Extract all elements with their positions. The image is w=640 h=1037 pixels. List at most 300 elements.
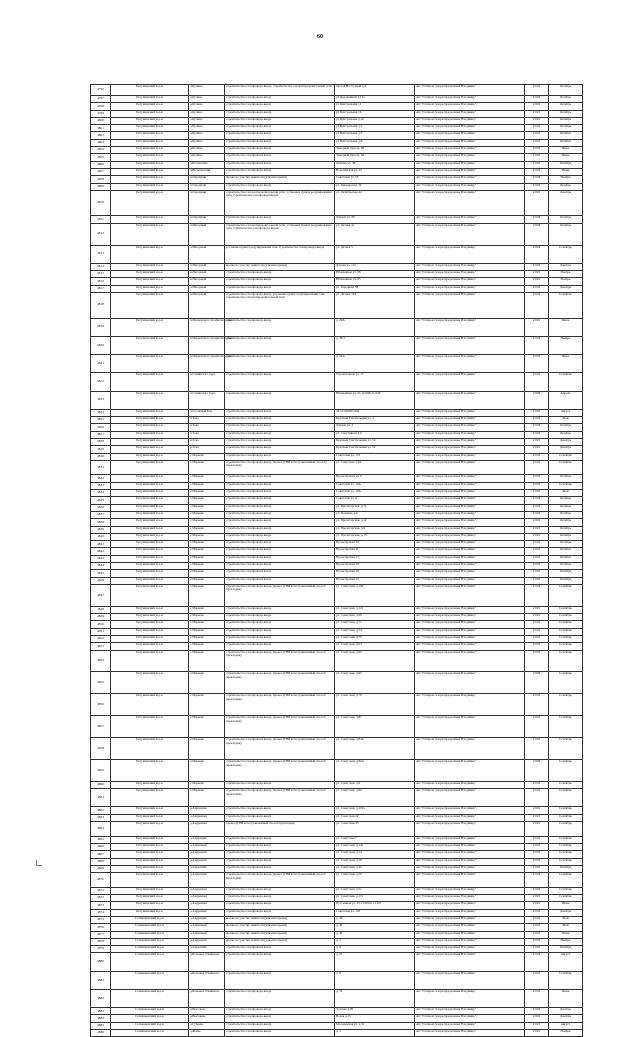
cell-work-type: строительство газопровода-ввода (225, 103, 335, 110)
cell-address: Пролетарская 20 (335, 570, 415, 577)
cell-work-type: строительство газопровода-ввода (225, 110, 335, 117)
table-row (91, 694, 583, 716)
cell-settlement: д.Андреевка (189, 865, 225, 872)
cell-row-number: 4856 (91, 694, 111, 716)
cell-month: Октябрь (549, 132, 583, 139)
cell-settlement: д.Андреевка (189, 822, 225, 837)
cell-year: 2 022 (525, 453, 549, 460)
cell-address: ул.Центральная 11 (335, 103, 415, 110)
cell-work-type: установка пункта редуцирования газа, строительство газопровода-ввода (225, 245, 335, 263)
cell-row-number: 4800 (91, 117, 111, 124)
cell-month: Ноябрь (549, 278, 583, 285)
cell-month: Октябрь (549, 511, 583, 518)
cell-address: ул. Советская, д.63 (335, 643, 415, 650)
cell-row-number: 4798 (91, 103, 111, 110)
cell-organization: АО "Газпром газораспределение Владимир" (415, 628, 525, 635)
cell-row-number: 4874 (91, 909, 111, 916)
cell-organization: АО "Газпром газораспределение Владимир" (415, 292, 525, 318)
cell-month: Сентябрь (549, 843, 583, 850)
cell-year: 2 022 (525, 1022, 549, 1029)
cell-month: Декабрь (549, 1015, 583, 1022)
cell-row-number: 4844 (91, 563, 111, 570)
cell-year: 2 024 (525, 263, 549, 270)
cell-municipality: Селивановский м.р-н (111, 953, 189, 971)
cell-month: Сентябрь (549, 621, 583, 628)
cell-address: Пролетарская ул. 9 (335, 475, 415, 482)
cell-row-number: 4885 (91, 1022, 111, 1029)
cell-row-number: 4841 (91, 541, 111, 548)
cell-work-type: строительство газопровода-ввода (225, 843, 335, 850)
cell-row-number: 4855 (91, 672, 111, 694)
cell-address: Пролетарская 11 (335, 548, 415, 555)
cell-settlement: д.Андреевка (189, 916, 225, 923)
cell-work-type: строительство газопровода-ввода (225, 570, 335, 577)
cell-month: Июнь (549, 168, 583, 175)
cell-year: 2 022 (525, 577, 549, 584)
cell-year: 2 022 (525, 526, 549, 533)
cell-organization: АО "Газпром газораспределение Владимир" (415, 285, 525, 292)
cell-municipality: Селивановский м.р-н (111, 989, 189, 1007)
cell-settlement: д.Андреевка (189, 814, 225, 821)
cell-year: 2 022 (525, 154, 549, 161)
cell-settlement: п.Тека (189, 438, 225, 445)
cell-work-type: строительство газопровода-ввода (225, 635, 335, 642)
cell-work-type: строительство газопровода-ввода (225, 606, 335, 613)
cell-settlement: п.Покровского профилактория (189, 355, 225, 373)
table-row (91, 953, 583, 971)
cell-settlement: д.Большое Ульянково (189, 953, 225, 971)
cell-address: д. 24А (335, 355, 415, 373)
cell-row-number: 4883 (91, 1008, 111, 1015)
cell-settlement: с.Марково (189, 760, 225, 782)
cell-municipality: Селивановский м.р-н (111, 931, 189, 938)
cell-address: Пустынная ул. 33:13:000111:1103 (335, 902, 415, 909)
cell-row-number: 4858 (91, 738, 111, 760)
cell-work-type: врезка на участке заявителя (уличная врезка) (225, 176, 335, 183)
table-row (91, 789, 583, 807)
cell-year: 2 022 (525, 822, 549, 837)
cell-address: ул. Советская, д.69 (335, 614, 415, 621)
cell-row-number: 4870 (91, 873, 111, 888)
cell-address: ул.Центральная 16 (335, 110, 415, 117)
cell-year: 2 022 (525, 139, 549, 146)
cell-municipality: Петушинский м.р-н (111, 355, 189, 373)
cell-organization: АО "Газпром газораспределение Владимир" (415, 672, 525, 694)
cell-organization: АО "Газпром газораспределение Владимир" (415, 887, 525, 894)
cell-address: Строительная ул. 17 (335, 373, 415, 391)
cell-settlement: с.Марково (189, 628, 225, 635)
cell-municipality: Селивановский м.р-н (111, 1030, 189, 1037)
cell-municipality: Петушинский м.р-н (111, 887, 189, 894)
cell-organization: АО "Газпром газораспределение Владимир" (415, 621, 525, 628)
cell-settlement: с.Марково (189, 482, 225, 489)
cell-row-number: 4820 (91, 336, 111, 354)
cell-municipality: Петушинский м.р-н (111, 110, 189, 117)
cell-row-number: 4875 (91, 916, 111, 923)
cell-organization: АО "Газпром газораспределение Владимир" (415, 85, 525, 96)
cell-work-type: строительство газопровода-ввода (225, 373, 335, 391)
cell-settlement: д.Губцево (189, 1022, 225, 1029)
cell-address: Новая д.25 (335, 1015, 415, 1022)
cell-row-number: 4826 (91, 424, 111, 431)
table-row (91, 822, 583, 837)
cell-address: Красный Текстильщик ул. 54 (335, 438, 415, 445)
cell-organization: АО "Газпром газораспределение Владимир" (415, 946, 525, 953)
cell-municipality: Петушинский м.р-н (111, 716, 189, 738)
cell-month: Июнь (549, 931, 583, 938)
cell-address: д. 36/1 (335, 336, 415, 354)
cell-municipality: Петушинский м.р-н (111, 139, 189, 146)
cell-row-number: 4847 (91, 584, 111, 606)
cell-organization: АО "Газпром газораспределение Владимир" (415, 271, 525, 278)
cell-settlement: с.Марково (189, 563, 225, 570)
cell-year: 2 022 (525, 836, 549, 843)
cell-month: Июнь (549, 355, 583, 373)
cell-work-type: строительство газопровода-ввода (225, 318, 335, 336)
cell-month: Октябрь (549, 139, 583, 146)
cell-municipality: Селивановский м.р-н (111, 1022, 189, 1029)
cell-work-type: строительство газопровода-ввода (225, 946, 335, 953)
cell-address: ул. Советская, д.92 (335, 789, 415, 807)
cell-organization: АО "Газпром газораспределение Владимир" (415, 548, 525, 555)
cell-year: 2 022 (525, 672, 549, 694)
cell-row-number: 4825 (91, 417, 111, 424)
cell-address: ул.Центральная д.1 (335, 125, 415, 132)
cell-work-type: строительство газопровода-ввода (225, 125, 335, 132)
cell-year: 2 022 (525, 103, 549, 110)
cell-work-type: строительство газопровода-ввода, прокол (ГНБ и бестраншейный способ прокладки) (225, 789, 335, 807)
cell-address: д. 1 (335, 1030, 415, 1037)
cell-settlement: с.Марково (189, 606, 225, 613)
cell-month: Сентябрь (549, 814, 583, 821)
cell-municipality: Петушинский м.р-н (111, 814, 189, 821)
cell-municipality: Петушинский м.р-н (111, 409, 189, 416)
cell-municipality: Петушинский м.р-н (111, 621, 189, 628)
cell-year: 2 022 (525, 628, 549, 635)
cell-settlement: с.Марково (189, 570, 225, 577)
cell-row-number: 4843 (91, 555, 111, 562)
cell-settlement: п.Нагорный (189, 263, 225, 270)
cell-month: Сентябрь (549, 672, 583, 694)
cell-organization: АО "Газпром газораспределение Владимир" (415, 519, 525, 526)
cell-work-type: строительство газопровода-ввода (225, 858, 335, 865)
cell-organization: АО "Газпром газораспределение Владимир" (415, 851, 525, 858)
cell-settlement: с.Марково (189, 541, 225, 548)
cell-work-type: строительство газопровода-ввода (225, 781, 335, 788)
cell-month: Сентябрь (549, 614, 583, 621)
cell-address: ул. Пролетарская, д.12 (335, 519, 415, 526)
cell-year: 2 022 (525, 541, 549, 548)
cell-municipality: Петушинский м.р-н (111, 424, 189, 431)
cell-organization: АО "Газпром газораспределение Владимир" (415, 373, 525, 391)
cell-month: Октябрь (549, 216, 583, 223)
cell-row-number: 4816 (91, 278, 111, 285)
cell-work-type: строительство газопровода-ввода (225, 621, 335, 628)
cell-month: Октябрь (549, 946, 583, 953)
cell-year: 2 024 (525, 223, 549, 245)
cell-month: Сентябрь (549, 858, 583, 865)
cell-row-number: 4808 (91, 176, 111, 183)
cell-year: 2 022 (525, 570, 549, 577)
cell-organization: АО "Газпром газораспределение Владимир" (415, 504, 525, 511)
cell-work-type: строительство газопровода-ввода (225, 1015, 335, 1022)
cell-month: Декабрь (549, 446, 583, 453)
cell-address: ул. Советская, д.73 (335, 628, 415, 635)
cell-settlement: д.Андреевка (189, 946, 225, 953)
cell-settlement: с.Марково (189, 548, 225, 555)
cell-month: Октябрь (549, 117, 583, 124)
cell-address: Красный Текстильщик ул. 2 (335, 417, 415, 424)
cell-work-type: строительство газопровода-ввода, установка пункта редуцирования газа, строительство газораспределительной сети (225, 292, 335, 318)
cell-row-number: 4817 (91, 285, 111, 292)
cell-month: Сентябрь (549, 453, 583, 460)
cell-month: Октябрь (549, 577, 583, 584)
cell-address: д. 40 (335, 924, 415, 931)
cell-municipality: Петушинский м.р-н (111, 511, 189, 518)
table-row (91, 176, 583, 183)
cell-organization: АО "Газпром газораспределение Владимир" (415, 125, 525, 132)
page-number: 60 (317, 34, 323, 40)
cell-work-type: строительство газопровода-ввода (225, 902, 335, 909)
cell-settlement: с.Марково (189, 460, 225, 475)
cell-year: 2 022 (525, 738, 549, 760)
table-row (91, 355, 583, 373)
cell-address: ул.Центральная д.9 (335, 139, 415, 146)
cell-work-type: строительство газопровода-ввода (225, 548, 335, 555)
cell-work-type: строительство газопровода-ввода (225, 511, 335, 518)
cell-address: д. 6 (335, 971, 415, 989)
cell-month: Октябрь (549, 85, 583, 96)
cell-settlement: д.Андреевка (189, 807, 225, 814)
cell-settlement: д.Андреевка (189, 836, 225, 843)
cell-address: Юбилейная ул. 23 13:668111:534 (335, 391, 415, 409)
cell-municipality: Петушинский м.р-н (111, 614, 189, 621)
cell-municipality: Петушинский м.р-н (111, 533, 189, 540)
cell-row-number: 4811 (91, 216, 111, 223)
cell-month: Октябрь (549, 110, 583, 117)
cell-settlement: с.Марково (189, 621, 225, 628)
cell-settlement: д.Андреевка (189, 924, 225, 931)
cell-organization: АО "Газпром газораспределение Владимир" (415, 1030, 525, 1037)
table-row (91, 373, 583, 391)
cell-address: ул. Советская, д.14е (335, 843, 415, 850)
cell-address: Пролетарская 17 (335, 555, 415, 562)
cell-year: 2 022 (525, 953, 549, 971)
cell-municipality: Петушинский м.р-н (111, 490, 189, 497)
cell-work-type: строительство газопровода-ввода, прокол (ГНБ и бестраншейный способ прокладки) (225, 584, 335, 606)
cell-organization: АО "Газпром газораспределение Владимир" (415, 931, 525, 938)
cell-settlement: п.Городищи (189, 190, 225, 216)
cell-organization: АО "Газпром газораспределение Владимир" (415, 643, 525, 650)
cell-work-type: строительство газопровода-ввода (225, 555, 335, 562)
cell-year: 2 022 (525, 490, 549, 497)
cell-row-number: 4869 (91, 865, 111, 872)
cell-month: Ноябрь (549, 938, 583, 945)
cell-organization: АО "Газпром газораспределение Владимир" (415, 533, 525, 540)
cell-municipality: Петушинский м.р-н (111, 902, 189, 909)
cell-settlement: д.Богдановка (189, 161, 225, 168)
cell-row-number: 4863 (91, 814, 111, 821)
cell-row-number: 4845 (91, 570, 111, 577)
cell-row-number: 4828 (91, 438, 111, 445)
cell-year: 2 022 (525, 621, 549, 628)
cell-address: д. 1 (335, 938, 415, 945)
cell-month: Сентябрь (549, 635, 583, 642)
table-row (91, 1030, 583, 1037)
cell-settlement: д.Кучино (189, 147, 225, 154)
cell-municipality: Петушинский м.р-н (111, 223, 189, 245)
cell-row-number: 4872 (91, 895, 111, 902)
cell-municipality: Петушинский м.р-н (111, 431, 189, 438)
cell-settlement: п.Городищи (189, 176, 225, 183)
cell-address: Западный проезд, 48 (335, 147, 415, 154)
table-row (91, 85, 583, 96)
cell-month: Июль (549, 989, 583, 1007)
cell-settlement: с.Марково (189, 511, 225, 518)
cell-row-number: 4822 (91, 373, 111, 391)
cell-row-number: 4859 (91, 760, 111, 782)
cell-work-type: строительство газопровода-ввода (225, 953, 335, 971)
table-row (91, 851, 583, 858)
cell-address: Советская ул. 10А (335, 490, 415, 497)
cell-year: 2 022 (525, 814, 549, 821)
cell-municipality: Петушинский м.р-н (111, 526, 189, 533)
cell-municipality: Петушинский м.р-н (111, 851, 189, 858)
cell-year: 2 022 (525, 1015, 549, 1022)
table-row (91, 873, 583, 888)
cell-year: 2 022 (525, 161, 549, 168)
cell-year: 2 022 (525, 278, 549, 285)
cell-year: 2 022 (525, 460, 549, 475)
cell-month: Сентябрь (549, 694, 583, 716)
cell-month: Декабрь (549, 1008, 583, 1015)
cell-municipality: Петушинский м.р-н (111, 117, 189, 124)
cell-row-number: 4860 (91, 781, 111, 788)
cell-organization: АО "Газпром газораспределение Владимир" (415, 716, 525, 738)
cell-year: 2 022 (525, 873, 549, 888)
cell-month: Ноябрь (549, 271, 583, 278)
cell-month: Октябрь (549, 526, 583, 533)
cell-row-number: 4821 (91, 355, 111, 373)
cell-organization: АО "Газпром газораспределение Владимир" (415, 650, 525, 672)
cell-municipality: Петушинский м.р-н (111, 132, 189, 139)
cell-municipality: Петушинский м.р-н (111, 895, 189, 902)
cell-organization: АО "Газпром газораспределение Владимир" (415, 738, 525, 760)
cell-settlement: п.Тека (189, 417, 225, 424)
cell-month: Сентябрь (549, 738, 583, 760)
cell-address: ул. Октябрьская 42 (335, 190, 415, 216)
cell-month: Июнь (549, 154, 583, 161)
cell-month: Июнь (549, 902, 583, 909)
cell-year: 2 022 (525, 147, 549, 154)
cell-organization: АО "Газпром газораспределение Владимир" (415, 147, 525, 154)
cell-year: 2 022 (525, 318, 549, 336)
cell-year: 2 022 (525, 895, 549, 902)
cell-address: Советская ул. 155 (335, 453, 415, 460)
cell-organization: АО "Газпром газораспределение Владимир" (415, 873, 525, 888)
cell-work-type: строительство газопровода-ввода (225, 865, 335, 872)
cell-municipality: Петушинский м.р-н (111, 446, 189, 453)
cell-municipality: Петушинский м.р-н (111, 417, 189, 424)
cell-organization: АО "Газпром газораспределение Владимир" (415, 938, 525, 945)
cell-month: Октябрь (549, 475, 583, 482)
cell-settlement: д.Кучино (189, 154, 225, 161)
cell-municipality: Петушинский м.р-н (111, 497, 189, 504)
cell-settlement: д.Андреевка (189, 931, 225, 938)
cell-municipality: Селивановский м.р-н (111, 1008, 189, 1015)
cell-month: Май (549, 924, 583, 931)
cell-row-number: 4879 (91, 946, 111, 953)
cell-month: Май (549, 417, 583, 424)
cell-municipality: Петушинский м.р-н (111, 161, 189, 168)
cell-organization: АО "Газпром газораспределение Владимир" (415, 555, 525, 562)
cell-work-type: строительство газопровода-ввода, прокол (ГНБ и бестраншейный способ прокладки) (225, 672, 335, 694)
cell-municipality: Петушинский м.р-н (111, 635, 189, 642)
cell-row-number: 4842 (91, 548, 111, 555)
cell-settlement: д.Кучино (189, 95, 225, 102)
cell-settlement: с.Марково (189, 504, 225, 511)
cell-organization: АО "Газпром газораспределение Владимир" (415, 482, 525, 489)
cell-year: 2 022 (525, 355, 549, 373)
table-row (91, 971, 583, 989)
cell-settlement: п.Нагорный (189, 285, 225, 292)
cell-work-type: строительство газопровода-ввода (225, 887, 335, 894)
cell-year: 2 022 (525, 924, 549, 931)
cell-year: 2 022 (525, 760, 549, 782)
cell-row-number: 4876 (91, 924, 111, 931)
cell-month: Сентябрь (549, 887, 583, 894)
cell-address: ул. Советская, д.92 (335, 650, 415, 672)
cell-month: Октябрь (549, 504, 583, 511)
table-row (91, 584, 583, 606)
cell-organization: АО "Газпром газораспределение Владимир" (415, 1015, 525, 1022)
cell-row-number: 4838 (91, 519, 111, 526)
cell-municipality: Петушинский м.р-н (111, 843, 189, 850)
table-row (91, 446, 583, 453)
cell-row-number: 4802 (91, 132, 111, 139)
cell-row-number: 4797 (91, 95, 111, 102)
cell-address: ул. Советская, д.86А (335, 760, 415, 782)
cell-work-type: строительство газопровода-ввода (225, 1030, 335, 1037)
cell-row-number: 4861 (91, 789, 111, 807)
cell-work-type: строительство газопровода-ввода (225, 424, 335, 431)
cell-organization: АО "Газпром газораспределение Владимир" (415, 843, 525, 850)
cell-row-number: 4878 (91, 938, 111, 945)
cell-row-number: 4857 (91, 716, 111, 738)
cell-month: Октябрь (549, 424, 583, 431)
cell-row-number: 4830 (91, 453, 111, 460)
cell-organization: АО "Газпром газораспределение Владимир" (415, 909, 525, 916)
cell-month: Ноябрь (549, 176, 583, 183)
cell-organization: АО "Газпром газораспределение Владимир" (415, 110, 525, 117)
cell-month: Ноябрь (549, 336, 583, 354)
cell-year: 2 022 (525, 409, 549, 416)
cell-municipality: Петушинский м.р-н (111, 373, 189, 391)
table-body (91, 85, 583, 1037)
cell-municipality: Петушинский м.р-н (111, 103, 189, 110)
cell-work-type: строительство газопровода-ввода (225, 526, 335, 533)
cell-organization: АО "Газпром газораспределение Владимир" (415, 497, 525, 504)
cell-row-number: 4865 (91, 836, 111, 843)
cell-settlement: д.Андреевка (189, 887, 225, 894)
cell-work-type: строительство газопровода-ввода (225, 490, 335, 497)
cell-row-number: 4884 (91, 1015, 111, 1022)
cell-row-number: 4803 (91, 139, 111, 146)
cell-settlement: п.Покровского профилактория (189, 336, 225, 354)
cell-municipality: Петушинский м.р-н (111, 628, 189, 635)
cell-settlement: д.Андреевка (189, 851, 225, 858)
cell-year: 2 022 (525, 497, 549, 504)
